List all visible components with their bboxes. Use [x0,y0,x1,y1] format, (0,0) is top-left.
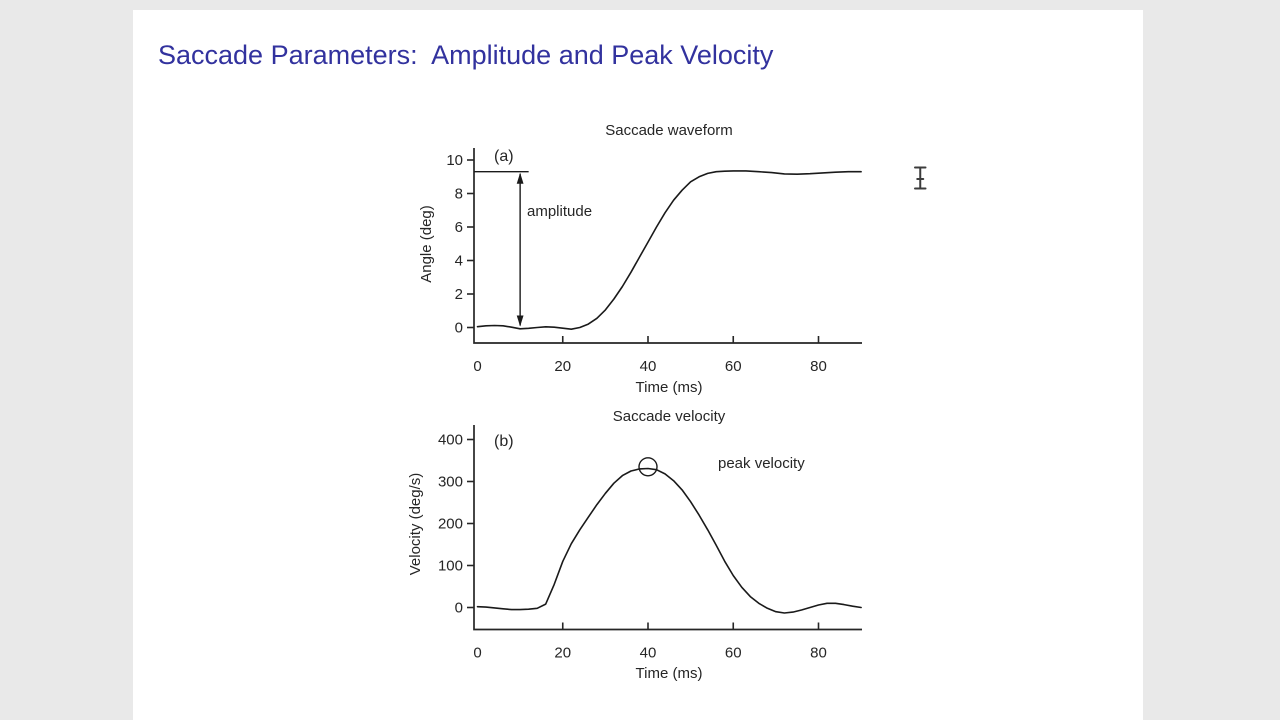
x-tick-label: 20 [554,358,572,375]
x-tick-label: 20 [554,644,572,662]
y-tick-label: 300 [437,473,463,491]
y-tick-label: 400 [437,431,463,449]
peak-velocity-label: peak velocity [718,455,805,472]
waveform-curve [478,171,862,329]
y-tick-label: 100 [437,557,463,575]
y-tick-label: 10 [446,152,463,169]
velocity-curve [478,469,862,614]
arrowhead-down [517,316,524,327]
y-tick-label: 6 [454,219,463,236]
chart-saccade-waveform [418,122,862,396]
x-tick-label: 0 [473,358,482,375]
amplitude-label: amplitude [527,203,593,220]
x-tick-label: 60 [724,358,742,375]
chart-a-title: Saccade waveform [605,122,733,139]
x-tick-label: 80 [810,644,827,662]
arrowhead-up [517,173,524,184]
slide-title: Saccade Parameters: Amplitude and Peak Velocity [158,40,774,70]
y-tick-label: 0 [454,319,463,337]
xlabel-b: Time (ms) [635,665,703,682]
y-tick-label: 200 [437,515,463,533]
ylabel-a: Angle (deg) [418,205,435,283]
panel-label-b: (b) [494,433,514,450]
text-cursor-icon [915,168,926,189]
x-tick-label: 60 [724,644,742,662]
xlabel-a: Time (ms) [635,379,703,396]
y-tick-label: 8 [454,185,463,203]
axes-a [474,148,862,343]
peak-velocity-marker [639,458,657,476]
x-tick-label: 40 [639,358,657,375]
x-tick-label: 80 [810,358,827,375]
chart-saccade-velocity [407,408,862,682]
peak-velocity-circle [639,458,657,476]
y-tick-label: 2 [454,286,463,303]
y-tick-label: 4 [454,252,463,270]
x-tick-label: 40 [639,644,657,662]
chart-b-title: Saccade velocity [612,408,726,425]
x-tick-label: 0 [473,644,482,662]
y-tick-label: 0 [454,599,463,617]
panel-label-a: (a) [494,148,514,165]
amplitude-annotation-lines [474,172,529,327]
ylabel-b: Velocity (deg/s) [407,472,424,576]
